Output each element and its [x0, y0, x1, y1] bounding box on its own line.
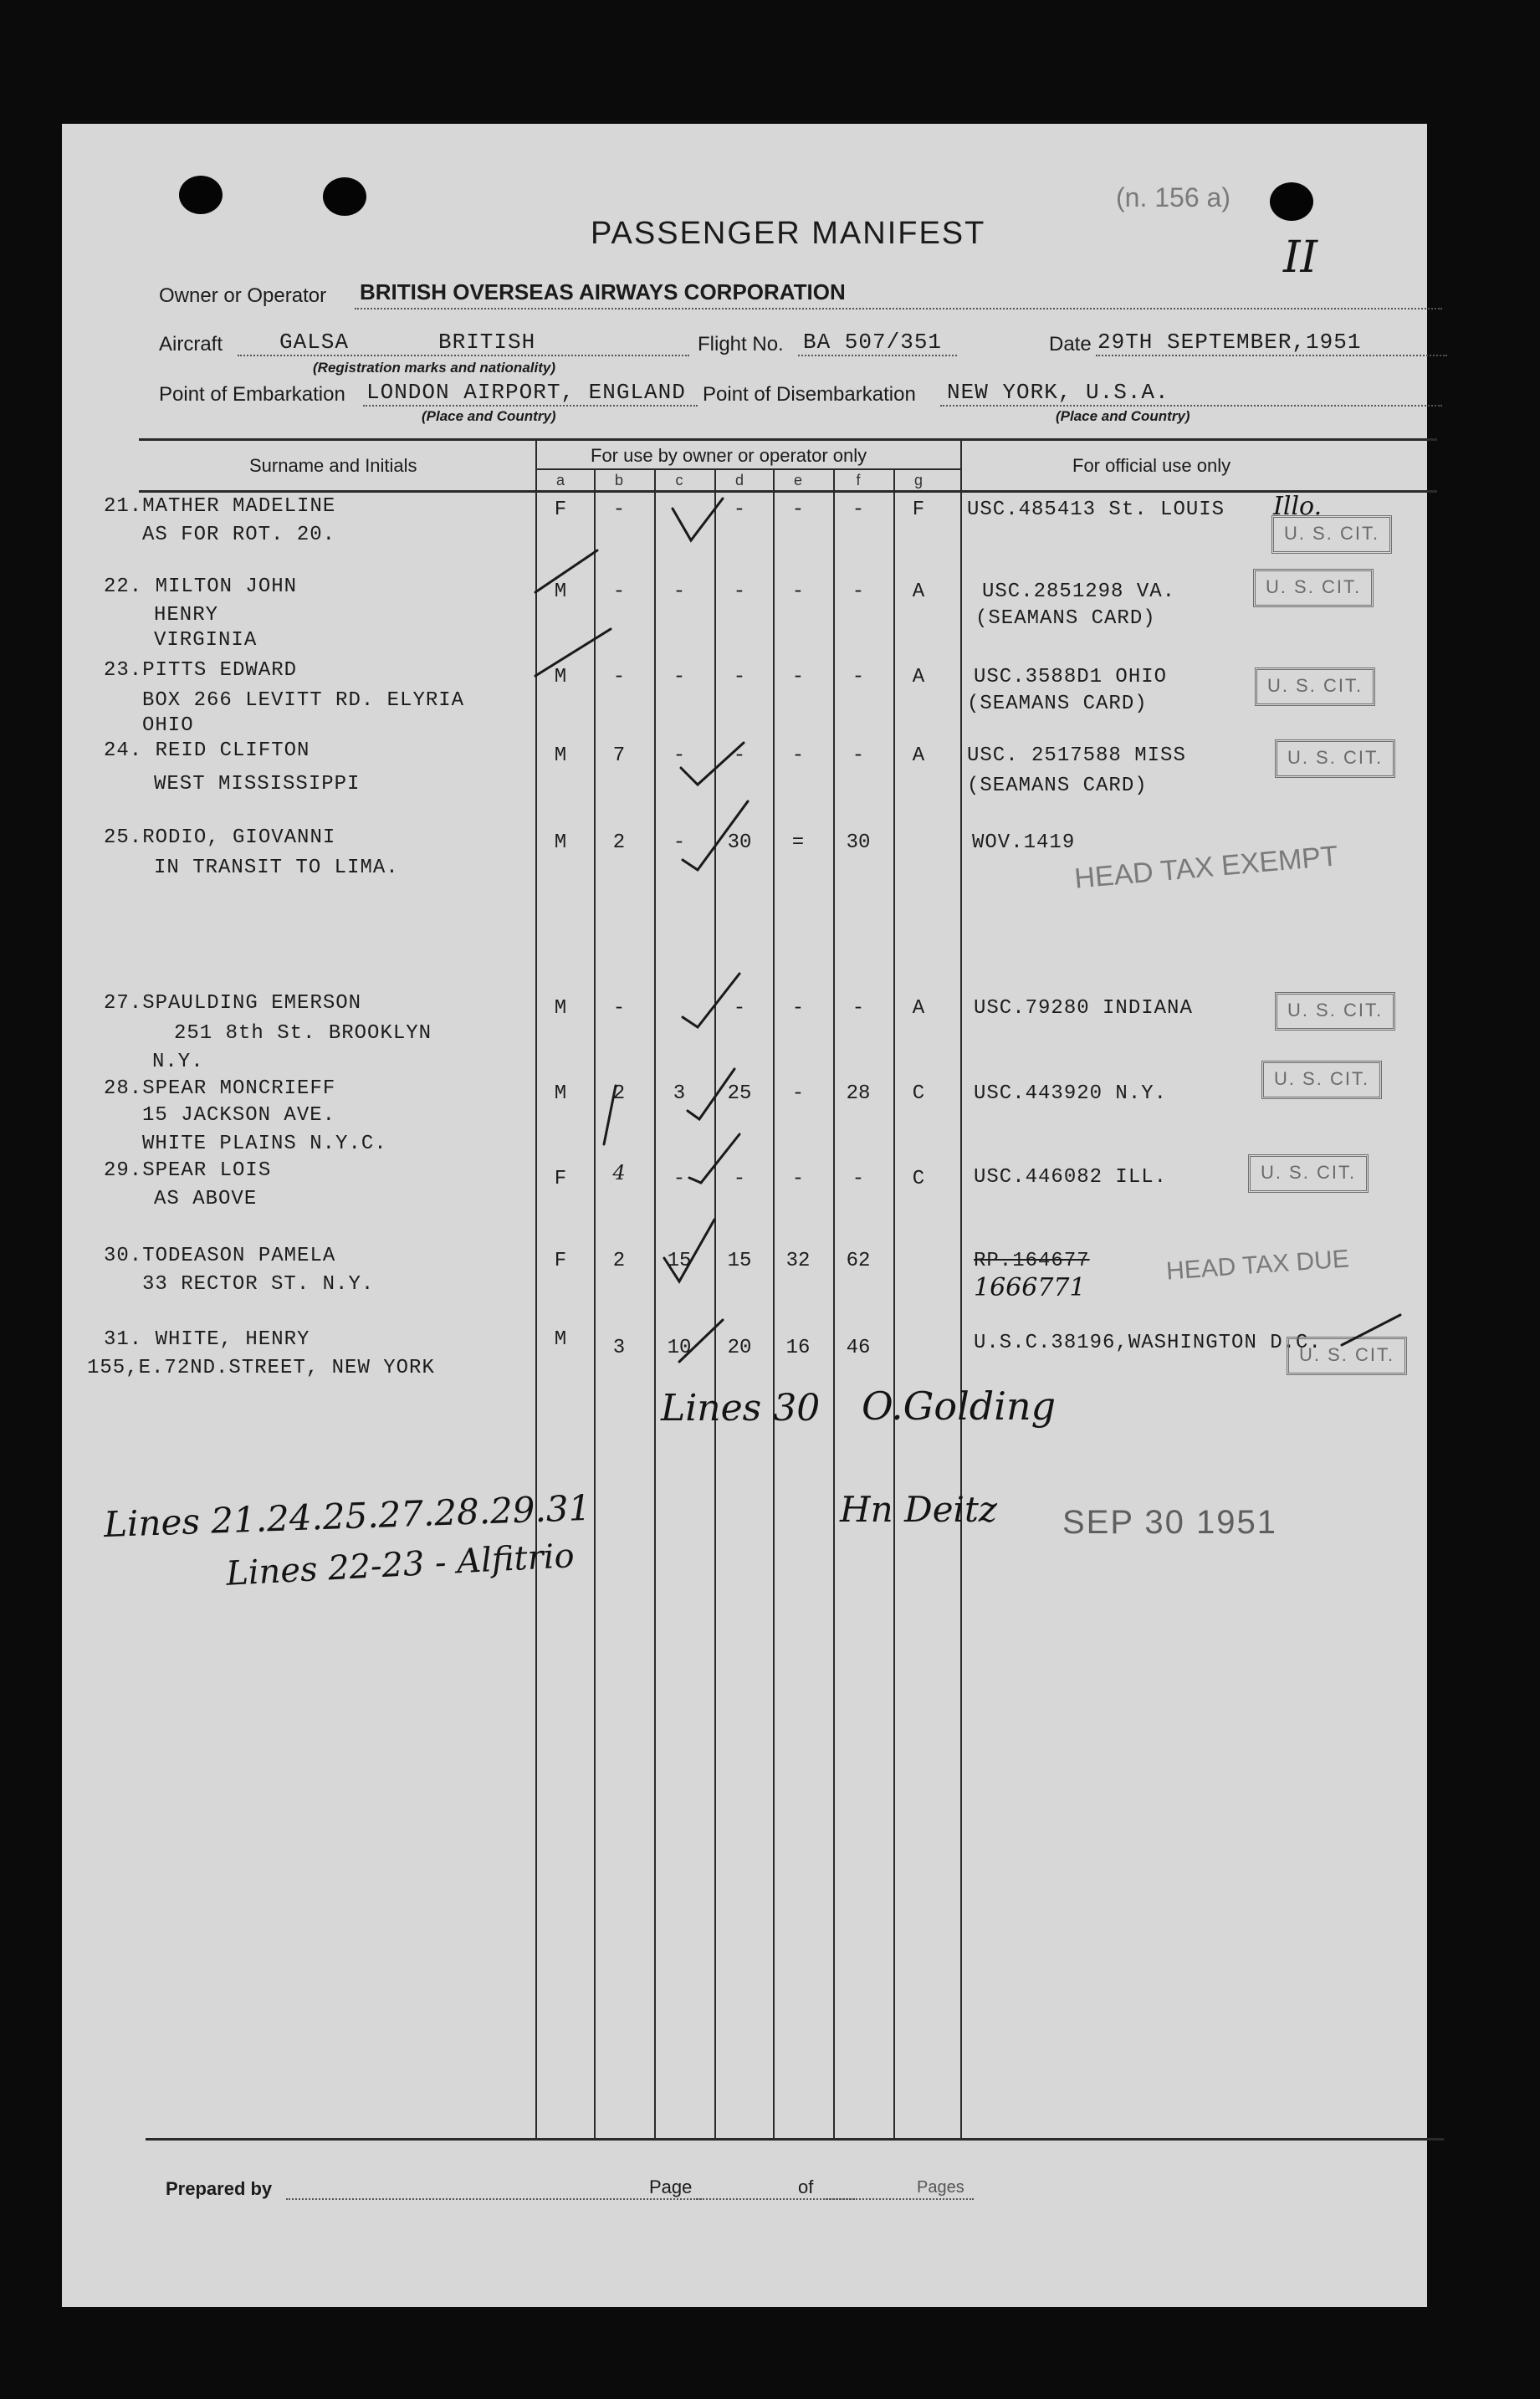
tick-row23 — [535, 629, 611, 676]
manifest-page — [62, 124, 1427, 2307]
cell-g: A — [912, 744, 925, 767]
official-entry: USC.443920 N.Y. — [974, 1082, 1168, 1105]
passenger-name: 31. WHITE, HENRY — [104, 1328, 310, 1351]
passenger-address-2: OHIO — [142, 714, 194, 737]
passenger-name: 23.PITTS EDWARD — [104, 659, 298, 682]
cell-f: - — [852, 997, 865, 1020]
tick-row28-b — [604, 1086, 616, 1144]
cell-d: - — [733, 997, 746, 1020]
cell-a: M — [554, 1082, 567, 1105]
head-tax-due-stamp: HEAD TAX DUE — [1165, 1245, 1350, 1286]
cell-f: - — [852, 499, 865, 521]
official-entry-2: (SEAMANS CARD) — [967, 775, 1148, 797]
tick-official-31 — [1342, 1315, 1400, 1345]
cell-g: A — [912, 997, 925, 1020]
cell-d: 15 — [727, 1250, 752, 1272]
cell-a: M — [554, 831, 567, 854]
cell-g: F — [912, 499, 925, 521]
date-value: 29TH SEPTEMBER,1951 — [1097, 330, 1362, 355]
owner-value: BRITISH OVERSEAS AIRWAYS CORPORATION — [360, 279, 846, 304]
cell-g: C — [912, 1082, 925, 1105]
head-tax-exempt-stamp: HEAD TAX EXEMPT — [1072, 840, 1340, 895]
cell-a: F — [554, 499, 567, 521]
cell-e: 16 — [785, 1337, 811, 1359]
official-entry: USC.485413 St. LOUIS — [967, 499, 1225, 521]
cell-a: M — [554, 1328, 567, 1351]
cell-e: - — [791, 499, 805, 521]
aircraft-nat: BRITISH — [438, 330, 536, 355]
disembark-value: NEW YORK, U.S.A. — [947, 380, 1169, 405]
cell-d: 25 — [727, 1082, 752, 1105]
cell-c: 15 — [667, 1250, 692, 1272]
cell-c: - — [673, 831, 686, 854]
cell-f: - — [852, 666, 865, 688]
official-entry: USC.3588D1 OHIO — [974, 666, 1168, 688]
cell-c: - — [673, 666, 686, 688]
check-marks — [62, 124, 1427, 2307]
us-citizen-stamp: U. S. CIT. — [1261, 1061, 1382, 1099]
official-entry: USC.79280 INDIANA — [974, 997, 1193, 1020]
us-citizen-stamp: U. S. CIT. — [1275, 739, 1395, 778]
owner-label: Owner or Operator — [159, 284, 327, 307]
signature-lines: Lines 30 — [661, 1387, 821, 1430]
cell-e: 32 — [785, 1250, 811, 1272]
check-mark-row27 — [683, 974, 739, 1027]
embark-value: LONDON AIRPORT, ENGLAND — [366, 380, 686, 405]
cell-c: 3 — [673, 1082, 686, 1105]
page-label: Page — [649, 2176, 693, 2197]
lines-note: Lines 21.24.25.27.28.29.31 — [103, 1486, 592, 1546]
cell-b: - — [612, 666, 626, 688]
cell-d: - — [733, 499, 746, 521]
passenger-name: 22. MILTON JOHN — [104, 575, 298, 598]
cell-c: - — [673, 744, 686, 767]
check-mark-row31 — [679, 1320, 723, 1362]
cell-b: 2 — [612, 1250, 626, 1272]
cell-g: A — [912, 581, 925, 603]
official-entry: USC.446082 ILL. — [974, 1166, 1168, 1189]
date-stamp: SEP 30 1951 — [1062, 1504, 1278, 1541]
passenger-address: HENRY — [154, 604, 219, 627]
cell-a: M — [554, 744, 567, 767]
passenger-address: AS FOR ROT. 20. — [142, 524, 336, 546]
aircraft-reg: GALSA — [279, 330, 350, 355]
flight-value: BA 507/351 — [803, 330, 943, 355]
official-entry: WOV.1419 — [972, 831, 1076, 854]
us-citizen-stamp: U. S. CIT. — [1253, 569, 1374, 607]
passenger-address: WEST MISSISSIPPI — [154, 773, 361, 795]
cell-d: 20 — [727, 1337, 752, 1359]
cell-b: 7 — [612, 744, 626, 767]
cell-f: - — [852, 1168, 865, 1190]
cell-d: 30 — [727, 831, 752, 854]
us-citizen-stamp: U. S. CIT. — [1275, 992, 1395, 1031]
cell-a: M — [554, 997, 567, 1020]
tick-row22 — [535, 550, 597, 592]
aircraft-caption: (Registration marks and nationality) — [313, 360, 555, 376]
subcol-e: e — [793, 472, 802, 488]
official-entry-2: (SEAMANS CARD) — [975, 607, 1156, 630]
disembark-label: Point of Disembarkation — [703, 383, 916, 406]
cell-e: - — [791, 581, 805, 603]
cell-a: M — [554, 666, 567, 688]
of-dotline — [823, 2198, 974, 2200]
cell-a: F — [554, 1168, 567, 1190]
cell-g: A — [912, 666, 925, 688]
cell-b: 2 — [612, 831, 626, 854]
cell-g: C — [912, 1168, 925, 1190]
cell-b: - — [612, 997, 626, 1020]
passenger-name: 21.MATHER MADELINE — [104, 495, 336, 518]
lines-note-signature: Hn Deitz — [840, 1489, 997, 1530]
us-citizen-stamp: U. S. CIT. — [1248, 1154, 1369, 1193]
cell-a: F — [554, 1250, 567, 1272]
cell-f: 28 — [846, 1082, 871, 1105]
passenger-address: 155,E.72ND.STREET, NEW YORK — [87, 1357, 435, 1379]
passenger-name: 30.TODEASON PAMELA — [104, 1245, 336, 1267]
check-mark-row28 — [688, 1069, 734, 1119]
passenger-name: 24. REID CLIFTON — [104, 739, 310, 762]
lines-note-2: Lines 22-23 - Alfitrio — [225, 1537, 576, 1593]
flight-label: Flight No. — [698, 333, 784, 356]
cell-d: - — [733, 744, 746, 767]
passenger-address: 33 RECTOR ST. N.Y. — [142, 1273, 375, 1296]
check-mark-row25 — [683, 801, 748, 870]
subcol-g: g — [913, 472, 923, 488]
official-entry: RP.164677 — [974, 1250, 1090, 1272]
col-owner-header: For use by owner or operator only — [591, 445, 867, 466]
date-label: Date — [1049, 333, 1092, 356]
cell-f: 46 — [846, 1337, 871, 1359]
subcol-c: c — [675, 472, 683, 488]
cell-b: 4 — [612, 1161, 626, 1184]
cell-e: - — [791, 666, 805, 688]
prepared-by-label: Prepared by — [166, 2178, 273, 2199]
cell-e: - — [791, 1168, 805, 1190]
passenger-address: AS ABOVE — [154, 1188, 258, 1210]
us-citizen-stamp: U. S. CIT. — [1287, 1337, 1407, 1375]
cell-a: M — [554, 581, 567, 603]
col-official-header: For official use only — [1072, 455, 1231, 476]
signature-name: O.Golding — [862, 1384, 1057, 1429]
cell-c: - — [673, 581, 686, 603]
cell-d: - — [733, 666, 746, 688]
passenger-address: BOX 266 LEVITT RD. ELYRIA — [142, 689, 465, 712]
cell-c: 10 — [667, 1337, 692, 1359]
cell-c: - — [673, 1168, 686, 1190]
embark-label: Point of Embarkation — [159, 383, 345, 406]
official-entry: U.S.C.38196,WASHINGTON D.C. — [974, 1332, 1322, 1354]
form-number: (n. 156 a) — [1116, 182, 1230, 212]
cell-f: - — [852, 581, 865, 603]
cell-e: - — [791, 1082, 805, 1105]
passenger-name: 29.SPEAR LOIS — [104, 1159, 272, 1182]
of-label: of — [798, 2176, 814, 2197]
check-mark-row24 — [681, 743, 744, 785]
cell-f: - — [852, 744, 865, 767]
check-mark-row30 — [664, 1220, 714, 1281]
col-surname-header: Surname and Initials — [249, 455, 417, 476]
cell-e: - — [791, 744, 805, 767]
us-citizen-stamp: U. S. CIT. — [1271, 515, 1392, 554]
cell-d: - — [733, 1168, 746, 1190]
passenger-name: 27.SPAULDING EMERSON — [104, 992, 362, 1015]
subcol-d: d — [734, 472, 744, 488]
cell-d: - — [733, 581, 746, 603]
check-mark-row29 — [689, 1134, 739, 1183]
passenger-address-2: WHITE PLAINS N.Y.C. — [142, 1133, 387, 1155]
cell-f: 62 — [846, 1250, 871, 1272]
official-entry-2: 1666771 — [974, 1273, 1086, 1302]
subcol-b: b — [614, 472, 623, 488]
passenger-address: 251 8th St. BROOKLYN — [174, 1022, 432, 1045]
pages-label: Pages — [917, 2178, 964, 2197]
official-entry-2: (SEAMANS CARD) — [967, 693, 1148, 715]
cell-e: - — [791, 997, 805, 1020]
official-entry: USC.2851298 VA. — [982, 581, 1176, 603]
cell-e: = — [791, 831, 805, 854]
subcol-a: a — [555, 472, 565, 488]
prepared-by-dotline — [286, 2198, 704, 2200]
passenger-name: 28.SPEAR MONCRIEFF — [104, 1077, 336, 1100]
passenger-address-2: VIRGINIA — [154, 629, 258, 652]
cell-b: 2 — [612, 1082, 626, 1105]
embark-caption: (Place and Country) — [422, 408, 556, 424]
official-note: Illo. — [1273, 492, 1323, 521]
passenger-name: 25.RODIO, GIOVANNI — [104, 826, 336, 849]
official-entry: USC. 2517588 MISS — [967, 744, 1186, 767]
cell-b: - — [612, 499, 626, 521]
page-title: PASSENGER MANIFEST — [591, 216, 986, 251]
passenger-address: 15 JACKSON AVE. — [142, 1104, 336, 1127]
cell-b: 3 — [612, 1337, 626, 1359]
check-mark-row21 — [673, 499, 723, 540]
us-citizen-stamp: U. S. CIT. — [1255, 668, 1375, 706]
disembark-caption: (Place and Country) — [1056, 408, 1190, 424]
subcol-f: f — [856, 472, 861, 488]
cell-f: 30 — [846, 831, 871, 854]
aircraft-label: Aircraft — [159, 333, 223, 356]
passenger-address-2: N.Y. — [152, 1051, 204, 1073]
sheet-mark: II — [1283, 233, 1318, 283]
passenger-address: IN TRANSIT TO LIMA. — [154, 857, 399, 879]
cell-b: - — [612, 581, 626, 603]
